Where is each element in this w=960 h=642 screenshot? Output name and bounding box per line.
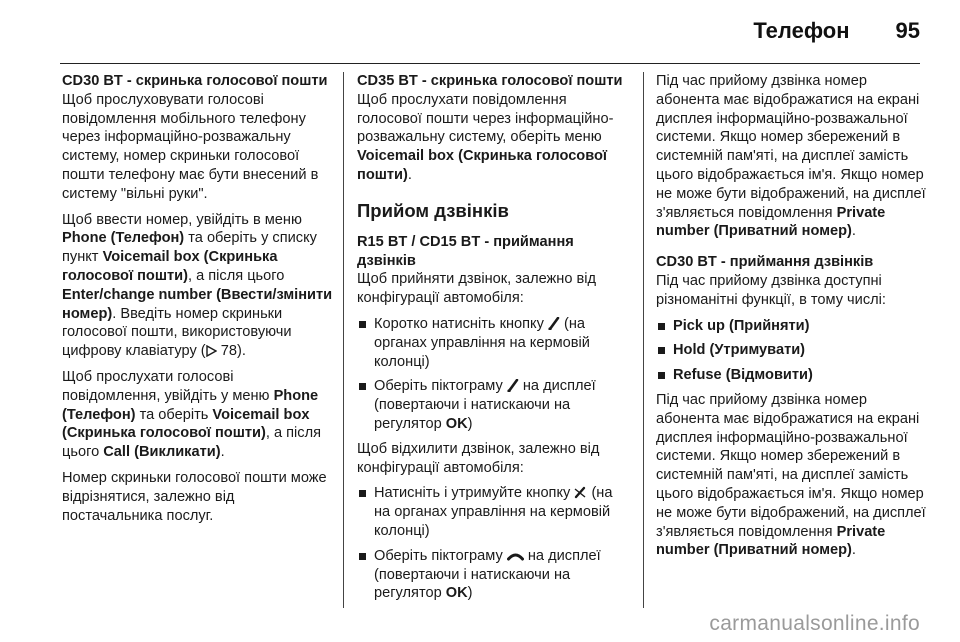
bullet-icon xyxy=(658,323,665,330)
header-rule xyxy=(60,63,920,64)
mute-cross-icon xyxy=(574,486,587,499)
arrow-ref-icon xyxy=(206,345,217,357)
header-title: Телефон xyxy=(753,18,850,43)
paragraph: Щоб відхилити дзвінок, залежно від конфігурації автомобіля: xyxy=(357,440,600,476)
function-list xyxy=(656,317,928,385)
paragraph: Щоб прослухати повідомлення голосової пошти через інформаційно-розважальну систему, оберіть меню Voicemail box (Скринька голосової пошти). xyxy=(357,91,614,183)
page-number: 95 xyxy=(895,18,920,43)
menu-term: Call (Викликати) xyxy=(103,444,221,461)
list-item: Hold (Утримувати) xyxy=(656,341,928,360)
list-item: Натисніть і утримуйте кнопку (на на органах управління на кермовій колонці) xyxy=(357,484,629,540)
menu-term: Voicemail box (Скринька голосової пошти) xyxy=(357,148,608,183)
bullet-icon xyxy=(359,383,366,390)
list-item: Refuse (Відмовити) xyxy=(656,366,928,385)
menu-term: Private number (Приватний номер) xyxy=(656,204,886,240)
menu-term: Voicemail box (Скринька голосової пошти) xyxy=(62,249,278,284)
bullet-icon xyxy=(658,347,665,354)
section-heading: CD35 BT - скринька голосової пошти xyxy=(357,73,623,89)
paragraph: Під час прийому дзвінка доступні різноманітні функції, в тому числі: xyxy=(656,272,886,308)
menu-term: Voicemail box (Скринька голосової пошти) xyxy=(62,406,310,442)
paragraph: Під час прийому дзвінка номер абонента має відображатися на екрані дисплея інформаційно-розважальної системи. Якщо номер збережений в системній пам'яті, на дисплеї замість цього відображається ім'я. Якщо номер не може бути відображений, на дисплеї з'являється повідомлення Private number (Приватний номер). xyxy=(656,73,926,240)
paragraph: Щоб прослухати голосові повідомлення, увійдіть у меню Phone (Телефон) та оберіть Voicemail box (Скринька голосової пошти), а після цього Call (Викликати). xyxy=(62,368,321,461)
section-heading: CD30 BT - скринька голосової пошти xyxy=(62,73,328,89)
menu-term: Enter/change number (Ввести/змінити номер) xyxy=(62,286,333,322)
list-item: Оберіть піктограму на дисплеї (повертаючи і натискаючи на регулятор OK) xyxy=(357,377,629,433)
menu-term: Phone (Телефон) xyxy=(62,387,319,423)
section-heading: CD30 BT - приймання дзвінків xyxy=(656,254,874,271)
phone-hangup-icon xyxy=(507,552,524,562)
phone-answer-icon xyxy=(548,317,560,330)
watermark: carmanualsonline.info xyxy=(709,612,920,635)
paragraph: Під час прийому дзвінка номер абонента має відображатися на екрані дисплея інформаційно-розважальної системи. Якщо номер збережений в системній пам'яті, на дисплеї замість цього відображається ім'я. Якщо номер не може бути відображений, на дисплеї з'являється повідомлення Private number (Приватний номер). xyxy=(656,391,926,559)
paragraph: Номер скриньки голосової пошти може відрізнятися, залежно від постачальника послуг. xyxy=(62,469,327,524)
bullet-icon xyxy=(359,321,366,328)
paragraph: Щоб прийняти дзвінок, залежно від конфігурації автомобіля: xyxy=(357,271,597,307)
section-title: Прийом дзвінків xyxy=(357,199,509,221)
column-divider xyxy=(343,72,344,608)
menu-term: Private number (Приватний номер) xyxy=(656,523,886,559)
bullet-icon xyxy=(359,553,366,560)
section-heading: R15 BT / CD15 BT - приймання дзвінків xyxy=(357,233,574,269)
column-1 xyxy=(62,72,334,532)
answer-list xyxy=(357,315,629,434)
page-reference[interactable]: 78 xyxy=(220,343,237,360)
paragraph: Щоб прослуховувати голосові повідомлення мобільного телефону через інформаційно-розважальну систему, номер скриньки голосової пошти телефону має бути внесений в систему "вільні руки". xyxy=(62,91,319,202)
column-divider xyxy=(643,72,644,608)
list-item: Оберіть піктограму на дисплеї (повертаючи і натискаючи на регулятор OK) xyxy=(357,547,629,603)
list-item: Pick up (Прийняти) xyxy=(656,317,928,336)
paragraph: Щоб ввести номер, увійдіть в меню Phone (Телефон) та оберіть у списку пункт Voicemail box (Скринька голосової пошти), а після цього Enter/change number (Ввести/змінити номер). Введіть номер скриньки голосової пошти, використовуючи цифрову клавіатуру ( 78). xyxy=(62,211,333,360)
column-2 xyxy=(357,72,629,609)
reject-list xyxy=(357,484,629,603)
bullet-icon xyxy=(359,490,366,497)
menu-term: Phone (Телефон) xyxy=(62,230,185,247)
page-header xyxy=(60,14,920,48)
column-3 xyxy=(656,72,928,567)
bullet-icon xyxy=(658,372,665,379)
phone-answer-icon xyxy=(507,379,519,392)
list-item: Коротко натисніть кнопку (на органах управління на кермовій колонці) xyxy=(357,315,629,371)
